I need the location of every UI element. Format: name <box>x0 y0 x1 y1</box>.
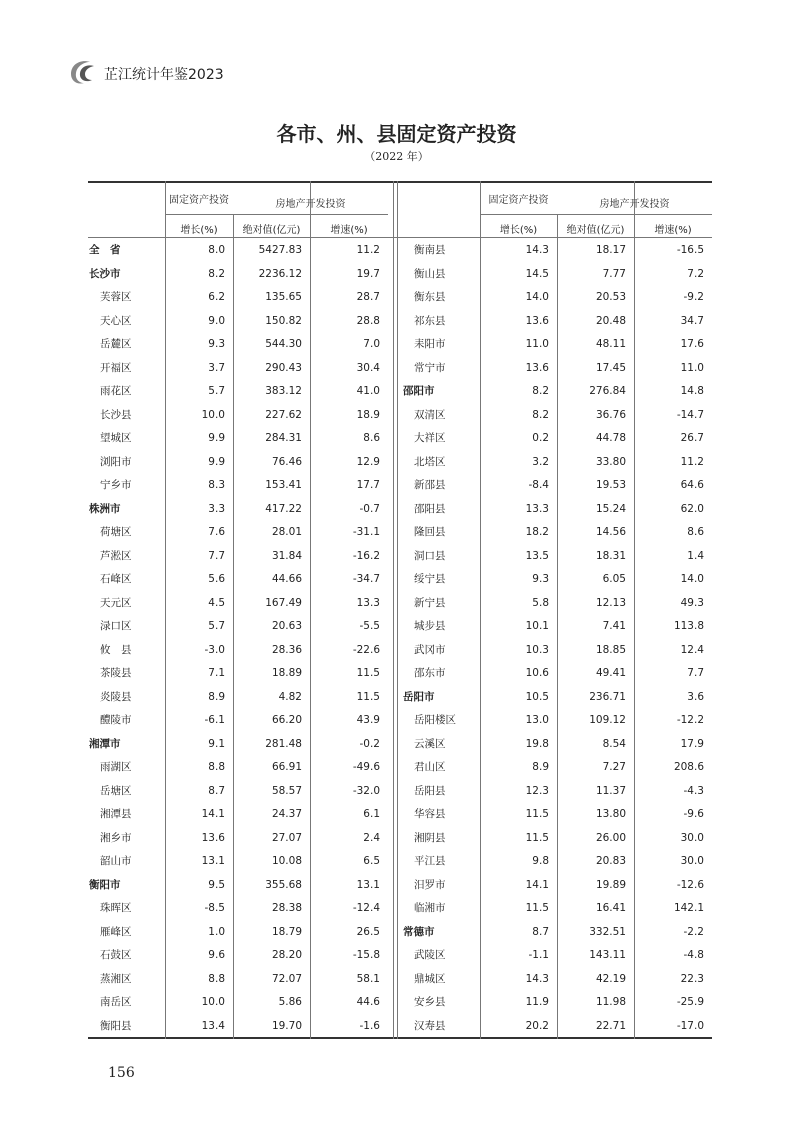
region-name: 常宁市 <box>414 361 446 374</box>
rate-value: -2.2 <box>683 925 704 938</box>
growth-value: 5.8 <box>532 596 549 609</box>
absolute-value: 18.89 <box>271 667 302 679</box>
region-name: 天心区 <box>100 314 132 327</box>
growth-value: 8.2 <box>208 267 225 280</box>
region-name: 岳塘区 <box>100 784 132 797</box>
growth-value: 8.9 <box>532 761 549 773</box>
absolute-value: 66.20 <box>271 714 302 726</box>
rate-value: 13.1 <box>356 878 380 891</box>
region-name: 湘潭市 <box>89 737 121 750</box>
rate-value: 6.1 <box>363 808 380 820</box>
absolute-value: 7.41 <box>602 620 626 632</box>
growth-value: 9.9 <box>208 432 225 444</box>
rate-value: 19.7 <box>356 267 380 280</box>
region-name: 城步县 <box>414 620 446 632</box>
growth-value: 13.3 <box>525 502 549 515</box>
growth-value: 10.0 <box>201 408 225 421</box>
rate-value: -25.9 <box>676 996 704 1008</box>
region-name: 武冈市 <box>414 643 446 656</box>
absolute-value: 276.84 <box>589 385 626 397</box>
region-name: 韶山市 <box>100 855 132 867</box>
rate-value: 14.8 <box>680 385 704 397</box>
absolute-value: 28.38 <box>271 902 302 914</box>
header-absolute: 绝对值(亿元) <box>566 225 625 236</box>
rate-value: -9.6 <box>683 808 704 820</box>
rate-value: 28.8 <box>356 314 380 327</box>
growth-value: 14.1 <box>525 878 549 891</box>
region-name: 株洲市 <box>89 502 121 515</box>
region-name: 衡南县 <box>414 244 446 256</box>
absolute-value: 150.82 <box>265 314 302 327</box>
table-top-rule <box>88 181 712 183</box>
growth-value: 11.5 <box>525 808 549 820</box>
growth-value: 3.2 <box>532 455 549 468</box>
region-name: 常德市 <box>403 925 435 938</box>
rate-value: 17.7 <box>356 479 380 491</box>
region-name: 双清区 <box>414 408 446 421</box>
growth-value: -6.1 <box>204 714 225 726</box>
growth-value: 1.0 <box>208 925 225 938</box>
absolute-value: 19.53 <box>595 479 626 491</box>
absolute-value: 22.71 <box>595 1019 626 1032</box>
growth-value: 9.8 <box>532 855 549 867</box>
absolute-value: 544.30 <box>265 338 302 350</box>
growth-value: -3.0 <box>204 643 225 656</box>
absolute-value: 20.53 <box>595 291 626 303</box>
absolute-value: 417.22 <box>265 502 302 515</box>
absolute-value: 15.24 <box>595 502 626 515</box>
absolute-value: 16.41 <box>595 902 626 914</box>
region-name: 平江县 <box>414 855 446 867</box>
region-name: 新邵县 <box>414 479 446 491</box>
investment-table <box>88 181 712 1039</box>
rate-value: 30.4 <box>356 361 380 374</box>
growth-value: 5.7 <box>208 620 225 632</box>
absolute-value: 8.54 <box>602 737 626 750</box>
absolute-value: 167.49 <box>265 596 302 609</box>
growth-value: 19.8 <box>525 737 549 750</box>
rate-value: 7.2 <box>687 267 704 280</box>
absolute-value: 48.11 <box>595 338 626 350</box>
region-name: 岳麓区 <box>100 338 132 350</box>
region-name: 雨湖区 <box>100 761 132 773</box>
region-name: 武陵区 <box>414 949 446 961</box>
growth-value: 7.1 <box>208 667 225 679</box>
growth-value: 9.3 <box>208 338 225 350</box>
absolute-value: 20.63 <box>271 620 302 632</box>
region-name: 华容县 <box>414 808 446 820</box>
rate-value: -4.3 <box>683 784 704 797</box>
absolute-value: 109.12 <box>589 714 626 726</box>
region-name: 攸 县 <box>100 643 132 656</box>
growth-value: 8.9 <box>208 690 225 703</box>
rate-value: -12.6 <box>676 878 704 891</box>
rate-value: 11.2 <box>680 455 704 468</box>
rate-value: 44.6 <box>356 996 380 1008</box>
region-name: 湘潭县 <box>100 808 132 820</box>
rate-value: -5.5 <box>359 620 380 632</box>
rate-value: -15.8 <box>352 949 380 961</box>
growth-value: 8.8 <box>208 972 225 985</box>
rate-value: 208.6 <box>673 761 704 773</box>
absolute-value: 383.12 <box>265 385 302 397</box>
rate-value: 30.0 <box>680 855 704 867</box>
absolute-value: 33.80 <box>595 455 626 468</box>
absolute-value: 13.80 <box>595 808 626 820</box>
rate-value: -0.7 <box>359 502 380 515</box>
absolute-value: 44.78 <box>595 432 626 444</box>
region-name: 邵阳县 <box>414 502 446 515</box>
region-name: 醴陵市 <box>100 714 132 726</box>
region-name: 浏阳市 <box>100 455 132 468</box>
rate-value: 43.9 <box>356 714 380 726</box>
rate-value: 11.5 <box>356 690 380 703</box>
region-name: 雁峰区 <box>100 925 132 938</box>
rate-value: 113.8 <box>673 620 704 632</box>
growth-value: 13.1 <box>201 855 225 867</box>
growth-value: 9.9 <box>208 455 225 468</box>
rate-value: -12.4 <box>352 902 380 914</box>
growth-value: 8.7 <box>208 784 225 797</box>
yearbook-logo-icon <box>68 58 98 86</box>
absolute-value: 6.05 <box>602 573 626 585</box>
absolute-value: 14.56 <box>595 526 626 538</box>
rate-value: 64.6 <box>680 479 704 491</box>
absolute-value: 281.48 <box>265 737 302 750</box>
growth-value: -1.1 <box>528 949 549 961</box>
absolute-value: 24.37 <box>271 808 302 820</box>
region-name: 绥宁县 <box>414 573 446 585</box>
rate-value: -49.6 <box>352 761 380 773</box>
rate-value: 17.6 <box>680 338 704 350</box>
growth-value: -8.5 <box>204 902 225 914</box>
rate-value: 26.5 <box>356 925 380 938</box>
rate-value: -31.1 <box>352 526 380 538</box>
growth-value: 14.0 <box>525 291 549 303</box>
region-name: 衡阳县 <box>100 1019 132 1032</box>
absolute-value: 7.27 <box>602 761 626 773</box>
absolute-value: 355.68 <box>265 878 302 891</box>
rate-value: 34.7 <box>680 314 704 327</box>
growth-value: 8.2 <box>532 385 549 397</box>
absolute-value: 227.62 <box>265 408 302 421</box>
absolute-value: 28.20 <box>271 949 302 961</box>
rate-value: 8.6 <box>363 432 380 444</box>
region-name: 岳阳市 <box>403 690 435 703</box>
growth-value: 8.7 <box>532 925 549 938</box>
rate-value: 7.7 <box>687 667 704 679</box>
absolute-value: 17.45 <box>595 361 626 374</box>
region-name: 珠晖区 <box>100 902 132 914</box>
absolute-value: 18.85 <box>595 643 626 656</box>
rate-value: 28.7 <box>356 291 380 303</box>
region-name: 衡阳市 <box>89 878 121 891</box>
growth-value: 7.6 <box>208 526 225 538</box>
growth-value: 4.5 <box>208 596 225 609</box>
rate-value: 41.0 <box>356 385 380 397</box>
growth-value: 13.5 <box>525 549 549 562</box>
rate-value: 11.5 <box>356 667 380 679</box>
region-name: 南岳区 <box>100 996 132 1008</box>
absolute-value: 11.98 <box>595 996 626 1008</box>
region-name: 祁东县 <box>414 314 446 327</box>
rate-value: 3.6 <box>687 690 704 703</box>
region-name: 蒸湘区 <box>100 972 132 985</box>
growth-value: 11.0 <box>525 338 549 350</box>
absolute-value: 19.89 <box>595 878 626 891</box>
rate-value: -14.7 <box>676 408 704 421</box>
growth-value: 8.3 <box>208 479 225 491</box>
region-name: 长沙县 <box>100 408 132 421</box>
growth-value: 6.2 <box>208 291 225 303</box>
absolute-value: 66.91 <box>271 761 302 773</box>
growth-value: 9.0 <box>208 314 225 327</box>
header-rate: 增速(%) <box>654 225 692 236</box>
rate-value: 142.1 <box>673 902 704 914</box>
header-rate: 增速(%) <box>330 225 368 236</box>
region-name: 洞口县 <box>414 549 446 562</box>
rate-value: -0.2 <box>359 737 380 750</box>
growth-value: 12.3 <box>525 784 549 797</box>
region-name: 宁乡市 <box>100 479 132 491</box>
growth-value: 5.7 <box>208 385 225 397</box>
absolute-value: 7.77 <box>602 267 626 280</box>
page-number: 156 <box>108 1065 135 1081</box>
growth-value: 5.6 <box>208 573 225 585</box>
growth-value: 3.3 <box>208 502 225 515</box>
absolute-value: 4.82 <box>278 690 302 703</box>
growth-value: 9.6 <box>208 949 225 961</box>
region-name: 茶陵县 <box>100 667 132 679</box>
region-name: 汨罗市 <box>414 878 446 891</box>
absolute-value: 28.36 <box>271 643 302 656</box>
center-divider-left <box>393 181 394 1039</box>
absolute-value: 10.08 <box>271 855 302 867</box>
region-name: 岳阳楼区 <box>414 714 456 726</box>
region-name: 鼎城区 <box>414 972 446 985</box>
absolute-value: 20.83 <box>595 855 626 867</box>
rate-value: -17.0 <box>676 1019 704 1032</box>
header-subdivider <box>165 214 388 215</box>
absolute-value: 27.07 <box>271 831 302 844</box>
region-name: 云溪区 <box>414 737 446 750</box>
rate-value: 18.9 <box>356 408 380 421</box>
region-name: 衡山县 <box>414 267 446 280</box>
rate-value: 62.0 <box>680 502 704 515</box>
growth-value: 13.6 <box>525 361 549 374</box>
growth-value: 11.9 <box>525 996 549 1008</box>
header-fixed-investment: 固定资产投资 <box>488 195 549 206</box>
region-name: 湘乡市 <box>100 831 132 844</box>
region-name: 安乡县 <box>414 996 446 1008</box>
yearbook-title: 芷江统计年鉴2023 <box>104 67 224 83</box>
absolute-value: 58.57 <box>271 784 302 797</box>
rate-value: -9.2 <box>683 291 704 303</box>
region-name: 开福区 <box>100 361 132 374</box>
region-name: 君山区 <box>414 761 446 773</box>
absolute-value: 332.51 <box>589 925 626 938</box>
growth-value: 20.2 <box>525 1019 549 1032</box>
rate-value: 11.2 <box>356 244 380 256</box>
region-name: 北塔区 <box>414 455 446 468</box>
growth-value: 3.7 <box>208 361 225 374</box>
region-name: 渌口区 <box>100 620 132 632</box>
growth-value: -8.4 <box>528 479 549 491</box>
absolute-value: 284.31 <box>265 432 302 444</box>
region-name: 邵阳市 <box>403 385 435 397</box>
region-name: 临湘市 <box>414 902 446 914</box>
absolute-value: 49.41 <box>595 667 626 679</box>
absolute-value: 236.71 <box>589 690 626 703</box>
growth-value: 13.4 <box>201 1019 225 1032</box>
growth-value: 7.7 <box>208 549 225 562</box>
absolute-value: 26.00 <box>595 831 626 844</box>
center-divider-right <box>397 181 398 1039</box>
absolute-value: 76.46 <box>271 455 302 468</box>
rate-value: -22.6 <box>352 643 380 656</box>
header-growth: 增长(%) <box>180 225 218 236</box>
page-subtitle: （2022 年） <box>364 150 429 163</box>
rate-value: 12.4 <box>680 643 704 656</box>
page-title: 各市、州、县固定资产投资 <box>276 122 517 146</box>
rate-value: 8.6 <box>687 526 704 538</box>
rate-value: 2.4 <box>363 831 380 844</box>
absolute-value: 31.84 <box>271 549 302 562</box>
header-real-estate: 房地产开发投资 <box>599 199 670 210</box>
rate-value: 7.0 <box>363 338 380 350</box>
rate-value: -12.2 <box>676 714 704 726</box>
absolute-value: 18.17 <box>595 244 626 256</box>
region-name: 汉寿县 <box>414 1019 446 1032</box>
growth-value: 10.1 <box>525 620 549 632</box>
header-real-estate: 房地产开发投资 <box>275 199 346 210</box>
rate-value: 22.3 <box>680 972 704 985</box>
growth-value: 13.0 <box>525 714 549 726</box>
absolute-value: 153.41 <box>265 479 302 491</box>
absolute-value: 36.76 <box>595 408 626 421</box>
rate-value: -16.2 <box>352 549 380 562</box>
growth-value: 10.0 <box>201 996 225 1008</box>
region-name: 隆回县 <box>414 526 446 538</box>
region-name: 炎陵县 <box>100 690 132 703</box>
growth-value: 10.5 <box>525 690 549 703</box>
region-name: 天元区 <box>100 596 132 609</box>
region-name: 全 省 <box>89 244 121 256</box>
absolute-value: 135.65 <box>265 291 302 303</box>
growth-value: 13.6 <box>201 831 225 844</box>
rate-value: 17.9 <box>680 737 704 750</box>
region-name: 湘阴县 <box>414 831 446 844</box>
growth-value: 14.3 <box>525 244 549 256</box>
absolute-value: 143.11 <box>589 949 626 961</box>
absolute-value: 290.43 <box>265 361 302 374</box>
rate-value: -16.5 <box>676 244 704 256</box>
growth-value: 8.8 <box>208 761 225 773</box>
growth-value: 18.2 <box>525 526 549 538</box>
absolute-value: 20.48 <box>595 314 626 327</box>
absolute-value: 2236.12 <box>258 267 302 280</box>
header-subdivider <box>480 214 712 215</box>
growth-value: 11.5 <box>525 902 549 914</box>
growth-value: 8.2 <box>532 408 549 421</box>
growth-value: 10.3 <box>525 643 549 656</box>
absolute-value: 12.13 <box>595 596 626 609</box>
growth-value: 11.5 <box>525 831 549 844</box>
absolute-value: 5.86 <box>278 996 302 1008</box>
region-name: 大祥区 <box>414 432 446 444</box>
rate-value: 26.7 <box>680 432 704 444</box>
rate-value: 13.3 <box>356 596 380 609</box>
rate-value: 58.1 <box>356 972 380 985</box>
growth-value: 14.3 <box>525 972 549 985</box>
absolute-value: 18.79 <box>271 925 302 938</box>
rate-value: 49.3 <box>680 596 704 609</box>
region-name: 石鼓区 <box>100 949 132 961</box>
rate-value: 6.5 <box>363 855 380 867</box>
rate-value: 30.0 <box>680 831 704 844</box>
absolute-value: 42.19 <box>595 972 626 985</box>
absolute-value: 11.37 <box>595 784 626 797</box>
region-name: 长沙市 <box>89 267 121 280</box>
rate-value: 12.9 <box>356 455 380 468</box>
region-name: 雨花区 <box>100 385 132 397</box>
rate-value: -32.0 <box>352 784 380 797</box>
region-name: 石峰区 <box>100 573 132 585</box>
absolute-value: 19.70 <box>271 1019 302 1032</box>
region-name: 岳阳县 <box>414 784 446 797</box>
absolute-value: 28.01 <box>271 526 302 538</box>
growth-value: 9.3 <box>532 573 549 585</box>
region-name: 荷塘区 <box>100 526 132 538</box>
rate-value: 11.0 <box>680 361 704 374</box>
header-growth: 增长(%) <box>499 225 538 236</box>
rate-value: 14.0 <box>680 573 704 585</box>
growth-value: 14.5 <box>525 267 549 280</box>
region-name: 邵东市 <box>414 667 446 679</box>
header-absolute: 绝对值(亿元) <box>242 225 301 236</box>
rate-value: -4.8 <box>683 949 704 961</box>
header-divider <box>88 237 712 238</box>
absolute-value: 18.31 <box>595 549 626 562</box>
absolute-value: 72.07 <box>271 972 302 985</box>
rate-value: 1.4 <box>687 549 704 562</box>
absolute-value: 44.66 <box>271 573 302 585</box>
growth-value: 8.0 <box>208 244 225 256</box>
growth-value: 14.1 <box>201 808 225 820</box>
growth-value: 0.2 <box>532 432 549 444</box>
rate-value: -1.6 <box>359 1019 380 1032</box>
region-name: 芙蓉区 <box>100 291 132 303</box>
absolute-value: 5427.83 <box>258 244 302 256</box>
region-name: 望城区 <box>100 432 132 444</box>
growth-value: 9.1 <box>208 737 225 750</box>
rate-value: -34.7 <box>352 573 380 585</box>
header-fixed-investment: 固定资产投资 <box>169 195 229 206</box>
region-name: 新宁县 <box>414 596 446 609</box>
growth-value: 9.5 <box>208 878 225 891</box>
growth-value: 10.6 <box>525 667 549 679</box>
growth-value: 13.6 <box>525 314 549 327</box>
region-name: 衡东县 <box>414 291 446 303</box>
region-name: 耒阳市 <box>414 338 446 350</box>
region-name: 芦淞区 <box>100 549 132 562</box>
